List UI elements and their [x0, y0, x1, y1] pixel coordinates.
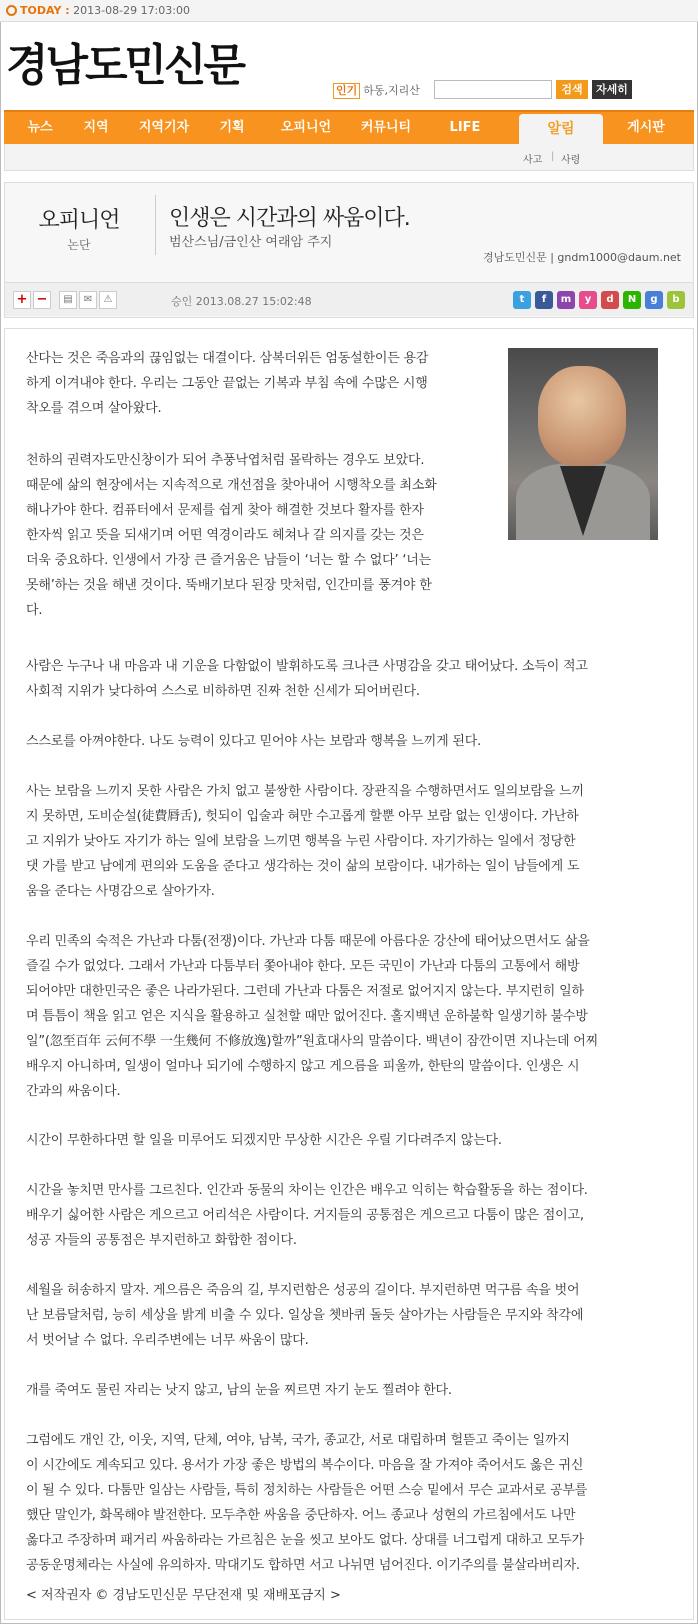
paragraph-line: 산다는 것은 죽음과의 끊임없는 대결이다. 삼복더위든 엄동설한이든 용감	[26, 351, 429, 366]
paragraph-line: 일”(忽至百年 云何不學 一生幾何 不修放逸)할까”원효대사의 말씀이다. 백년이 잠깐이면 지나는데 어찌	[26, 1034, 598, 1049]
paragraph-line: 스스로를 아껴야한다. 나도 능력이 있다고 믿어야 사는 보람과 행복을 느끼게 된다.	[26, 734, 482, 749]
paragraph	[26, 654, 588, 704]
yozm-icon[interactable]: y	[579, 291, 597, 309]
paragraph-line: 이 될 수 있다. 다툼만 일삼는 사람들, 특히 정치하는 사람들은 어떤 스승 밑에서 무슨 교과서로 공부를	[26, 1483, 588, 1498]
paragraph-line: 난 보름달처럼, 능히 세상을 밝게 비출 수 있다. 일상을 쳇바퀴 돌듯 살아가는 사람들은 무지와 착각에	[26, 1308, 584, 1323]
paragraph-line: 간과의 싸움이다.	[26, 1084, 121, 1099]
naver-icon[interactable]: N	[623, 291, 641, 309]
paragraph-line: 고 지위가 낮아도 자기가 하는 일에 보람을 느끼면 행복을 누린 사람이다. 자기가하는 일에서 정당한	[26, 834, 576, 849]
bookmark-icon[interactable]: b	[667, 291, 685, 309]
header-divider	[155, 195, 156, 255]
paragraph-line: 천하의 권력자도만신창이가 되어 추풍낙엽처럼 몰락하는 경우도 보았다.	[26, 453, 425, 468]
paragraph-line: 그럼에도 개인 간, 이웃, 지역, 단체, 여야, 남북, 국가, 종교간, 서로 대립하며 헐뜯고 죽이는 일까지	[26, 1433, 570, 1448]
font-decrease-button[interactable]: −	[33, 291, 51, 309]
clock-icon	[6, 5, 17, 16]
today-label: TODAY :	[20, 4, 70, 17]
paragraph-line: 때문에 삶의 현장에서는 지속적으로 개선점을 찾아내어 시행착오를 최소화	[26, 478, 437, 493]
subnav-divider: |	[551, 151, 555, 162]
print-icon[interactable]: ▤	[59, 291, 77, 309]
paragraph-line: 사회적 지위가 낮다하여 스스로 비하하면 진짜 천한 신세가 되어버린다.	[26, 684, 420, 699]
nav-item-news[interactable]: 뉴스	[27, 120, 53, 135]
search-input[interactable]	[434, 80, 552, 99]
font-increase-button[interactable]: +	[13, 291, 31, 309]
paragraph-line: 댓 가를 받고 남에게 편의와 도움을 준다고 생각하는 것이 삶의 보람이다. 내가하는 일이 남들에게 도	[26, 859, 580, 874]
paragraph	[26, 1378, 452, 1403]
nav-item-life[interactable]: LIFE	[449, 120, 481, 135]
top-bar	[0, 0, 698, 22]
paragraph-line: 개를 죽여도 물린 자리는 낫지 않고, 남의 눈을 찌르면 자기 눈도 찔려야 한다.	[26, 1383, 452, 1398]
paragraph-line: 배우기 싫어한 사람은 게으르고 어리석은 사람이다. 거지들의 공통점은 게으르고 다툼이 많은 점이고,	[26, 1208, 584, 1223]
paragraph	[26, 1278, 583, 1353]
email-icon[interactable]: ✉	[79, 291, 97, 309]
paragraph-line: 했단 말인가, 화목해야 발전한다. 모두추한 싸움을 중단하자. 어느 종교나 성현의 가르침에서도 나만	[26, 1508, 576, 1523]
paragraph-line: 움을 준다는 사명감으로 살아가자.	[26, 884, 215, 899]
paragraph-line: 우리 민족의 숙적은 가난과 다툼(전쟁)이다. 가난과 다툼 때문에 아름다운 강산에 태어났으면서도 삶을	[26, 934, 590, 949]
facebook-icon[interactable]: f	[535, 291, 553, 309]
paragraph-line: 사는 보람을 느끼지 못한 사람은 가치 없고 불쌍한 사람이다. 장관직을 수행하면서도 일의보람을 느끼	[26, 784, 584, 799]
subnav-item-announcement[interactable]: 사고	[523, 155, 543, 166]
paragraph-line: 착오를 겪으며 살아왔다.	[26, 401, 162, 416]
daum-icon[interactable]: d	[601, 291, 619, 309]
popular-tag: 인기	[333, 83, 360, 99]
nav-item-local-reporter[interactable]: 지역기자	[138, 120, 190, 135]
paragraph-line: 한자씩 읽고 뜻을 되새기며 어떤 역경이라도 헤쳐나 갈 의지를 갖는 것은	[26, 528, 424, 543]
paragraph-line: 공동운명체라는 사실에 유의하자. 막대기도 합하면 서고 나뉘면 넘어진다. 이기주의를 불살라버리자.	[26, 1558, 580, 1573]
paragraph-line: 서 벗어날 수 없다. 우리주변에는 너무 싸움이 많다.	[26, 1333, 309, 1348]
popular-keywords	[333, 82, 420, 99]
paragraph-line: 다.	[26, 603, 43, 618]
main-nav	[4, 110, 694, 144]
search-button[interactable]: 검색	[556, 80, 588, 99]
paragraph-line: 더욱 중요하다. 인생에서 가장 큰 즐거움은 남들이 ‘너는 할 수 없다’ ‘너는	[26, 553, 432, 568]
author-photo	[508, 348, 658, 540]
paragraph-line: 며 틈틈이 책을 읽고 얻은 지식을 활용하고 실천할 때만 없어진다. 홀지백년 운하불학 일생기하 불수방	[26, 1009, 588, 1024]
popular-keyword-link[interactable]: 하동,지리산	[363, 84, 420, 97]
paragraph-line: 배우지 아니하며, 일생이 얼마나 되기에 수행하지 않고 게으름을 피울까, 한탄의 말씀이다. 인생은 시	[26, 1059, 580, 1074]
section-title: 오피니언	[38, 208, 120, 233]
sub-nav	[4, 144, 694, 171]
nav-item-feature[interactable]: 기획	[219, 120, 245, 135]
nav-item-region[interactable]: 지역	[83, 120, 109, 135]
paragraph-line: 하게 이겨내야 한다. 우리는 그동안 끝없는 기복과 부침 속에 수많은 시행	[26, 376, 428, 391]
approved-datetime: 승인 2013.08.27 15:02:48	[171, 295, 312, 308]
detail-search-button[interactable]: 자세히	[592, 80, 632, 99]
nav-item-board[interactable]: 게시판	[627, 120, 665, 135]
subnav-item-appointment[interactable]: 사령	[561, 155, 581, 166]
article-title: 인생은 시간과의 싸움이다.	[169, 206, 410, 231]
google-icon[interactable]: g	[645, 291, 663, 309]
twitter-icon[interactable]: t	[513, 291, 531, 309]
paragraph-line: 즐길 수가 없었다. 그래서 가난과 다툼부터 쫓아내야 한다. 모든 국민이 가난과 다툼의 고통에서 해방	[26, 959, 580, 974]
article-header	[4, 182, 694, 318]
paragraph	[26, 448, 437, 623]
article-toolbar	[5, 282, 693, 316]
section-label	[5, 203, 153, 253]
article-byline: 경남도민신문 | gndm1000@daum.net	[482, 251, 681, 264]
paragraph-line: 못해’하는 것을 해낸 것이다. 뚝배기보다 된장 맛처럼, 인간미를 풍겨야 한	[26, 578, 432, 593]
paragraph	[26, 1428, 587, 1578]
article-subtitle: 범산스님/금인산 여래암 주지	[169, 235, 333, 250]
paragraph-line: 사람은 누구나 내 마음과 내 기운을 다함없이 발휘하도록 크나큰 사명감을 갖고 태어났다. 소득이 적고	[26, 659, 588, 674]
paragraph-line: 지 못하면, 도비순설(徒費脣舌), 헛되이 입술과 혀만 수고롭게 할뿐 아무 보람 없는 인생이다. 가난하	[26, 809, 579, 824]
paragraph-line: 옳다고 주장하며 패거리 싸움하라는 가르침은 눈을 씻고 보아도 없다. 상대를 너그럽게 대하고 모두가	[26, 1533, 584, 1548]
paragraph	[26, 346, 428, 421]
paragraph	[26, 929, 598, 1104]
paragraph	[26, 779, 584, 904]
paragraph-line: 해나가야 한다. 컴퓨터에서 문제를 쉽게 찾아 해결한 것보다 활자를 한자	[26, 503, 424, 518]
paragraph-line: 성공 자들의 공통점은 부지런하고 화합한 점이다.	[26, 1233, 297, 1248]
paragraph	[26, 729, 481, 754]
me2day-icon[interactable]: m	[557, 291, 575, 309]
paragraph	[26, 1178, 588, 1253]
copyright-notice: < 저작권자 © 경남도민신문 무단전재 및 재배포금지 >	[26, 1588, 341, 1603]
paragraph-line: 이 시간에도 계속되고 있다. 용서가 가장 좋은 방법의 복수이다. 마음을 잘 가져야 죽어서도 옳은 귀신	[26, 1458, 584, 1473]
paragraph-line: 되어야만 대한민국은 좋은 나라가된다. 그런데 가난과 다툼은 저절로 없어지지 않는다. 부지런히 일하	[26, 984, 584, 999]
paragraph	[26, 1128, 502, 1153]
paragraph-line: 세월을 허송하지 말자. 게으름은 죽음의 길, 부지런함은 성공의 길이다. 부지런하면 먹구름 속을 벗어	[26, 1283, 580, 1298]
today-datetime: 2013-08-29 17:03:00	[73, 4, 190, 17]
report-icon[interactable]: ⚠	[99, 291, 117, 309]
nav-item-notice[interactable]: 알림	[519, 114, 603, 146]
nav-item-opinion[interactable]: 오피니언	[280, 120, 332, 135]
photo-face	[538, 366, 626, 466]
paragraph-line: 시간이 무한하다면 할 일을 미루어도 되겠지만 무상한 시간은 우릴 기다려주지 않는다.	[26, 1133, 502, 1148]
nav-item-community[interactable]: 커뮤니티	[360, 120, 412, 135]
site-logo[interactable]: 경남도민신문	[6, 40, 244, 91]
paragraph-line: 시간을 놓치면 만사를 그르친다. 인간과 동물의 차이는 인간은 배우고 익히는 학습활동을 하는 점이다.	[26, 1183, 588, 1198]
subsection-title: 논단	[67, 238, 91, 252]
